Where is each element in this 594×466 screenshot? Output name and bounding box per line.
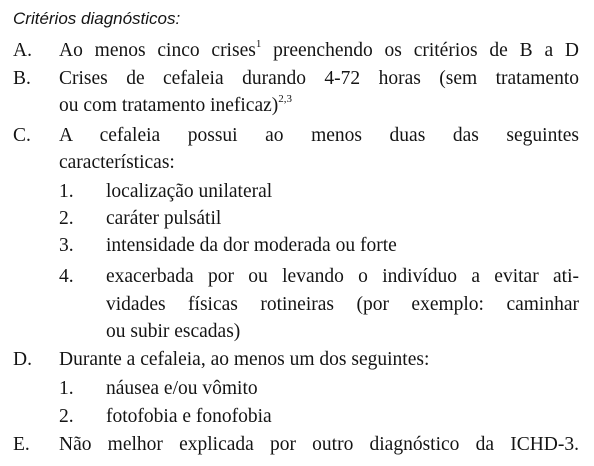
item-c-sub-2-marker: 2.: [59, 208, 74, 229]
item-c-sub-3-marker: 3.: [59, 235, 74, 256]
item-e-text: Não melhor explicada por outro diagnóstico da ICHD-3.: [59, 434, 579, 455]
item-c-sub-2-text: caráter pulsátil: [106, 208, 222, 229]
item-b-footnote-ref: 2,3: [278, 92, 293, 105]
item-d-sub-2-text: fotofobia e fonofobia: [106, 406, 272, 427]
item-c-sub-4-line-3: ou subir escadas): [106, 321, 241, 342]
item-c-sub-1-marker: 1.: [59, 181, 74, 202]
item-d-sub-1-text: náusea e/ou vômito: [106, 378, 258, 399]
item-d-sub-1-marker: 1.: [59, 378, 74, 399]
item-a-text-before: Ao menos cinco crises: [59, 40, 256, 61]
item-b-line-2-text: ou com tratamento ineficaz): [59, 95, 279, 116]
item-b-line-1: Crises de cefaleia durando 4-72 horas (sem tratamento: [59, 68, 579, 89]
item-d-marker: D.: [13, 349, 32, 370]
item-b-line-2: [59, 94, 292, 118]
item-c-sub-4-line-1: exacerbada por ou levando o indivíduo a evitar ati-: [106, 266, 579, 287]
item-c-line-2: características:: [59, 152, 175, 173]
item-c-sub-1-text: localização unilateral: [106, 181, 273, 202]
item-c-marker: C.: [13, 125, 31, 146]
item-e-marker: E.: [13, 434, 30, 455]
item-c-line-1: A cefaleia possui ao menos duas das seguintes: [59, 125, 579, 146]
item-c-sub-4-marker: 4.: [59, 266, 74, 287]
criteria-heading: Critérios diagnósticos:: [13, 9, 181, 28]
item-a-text: [59, 39, 579, 63]
item-a-footnote-ref: 1: [255, 37, 262, 50]
item-d-text: Durante a cefaleia, ao menos um dos seguintes:: [59, 349, 430, 370]
item-a-marker: A.: [13, 40, 32, 61]
item-a-text-after: preenchendo os critérios de B a D: [261, 40, 579, 61]
item-b-marker: B.: [13, 68, 31, 89]
item-d-sub-2-marker: 2.: [59, 406, 74, 427]
item-c-sub-4-line-2: vidades físicas rotineiras (por exemplo: caminhar: [106, 294, 579, 315]
item-c-sub-3-text: intensidade da dor moderada ou forte: [106, 235, 397, 256]
